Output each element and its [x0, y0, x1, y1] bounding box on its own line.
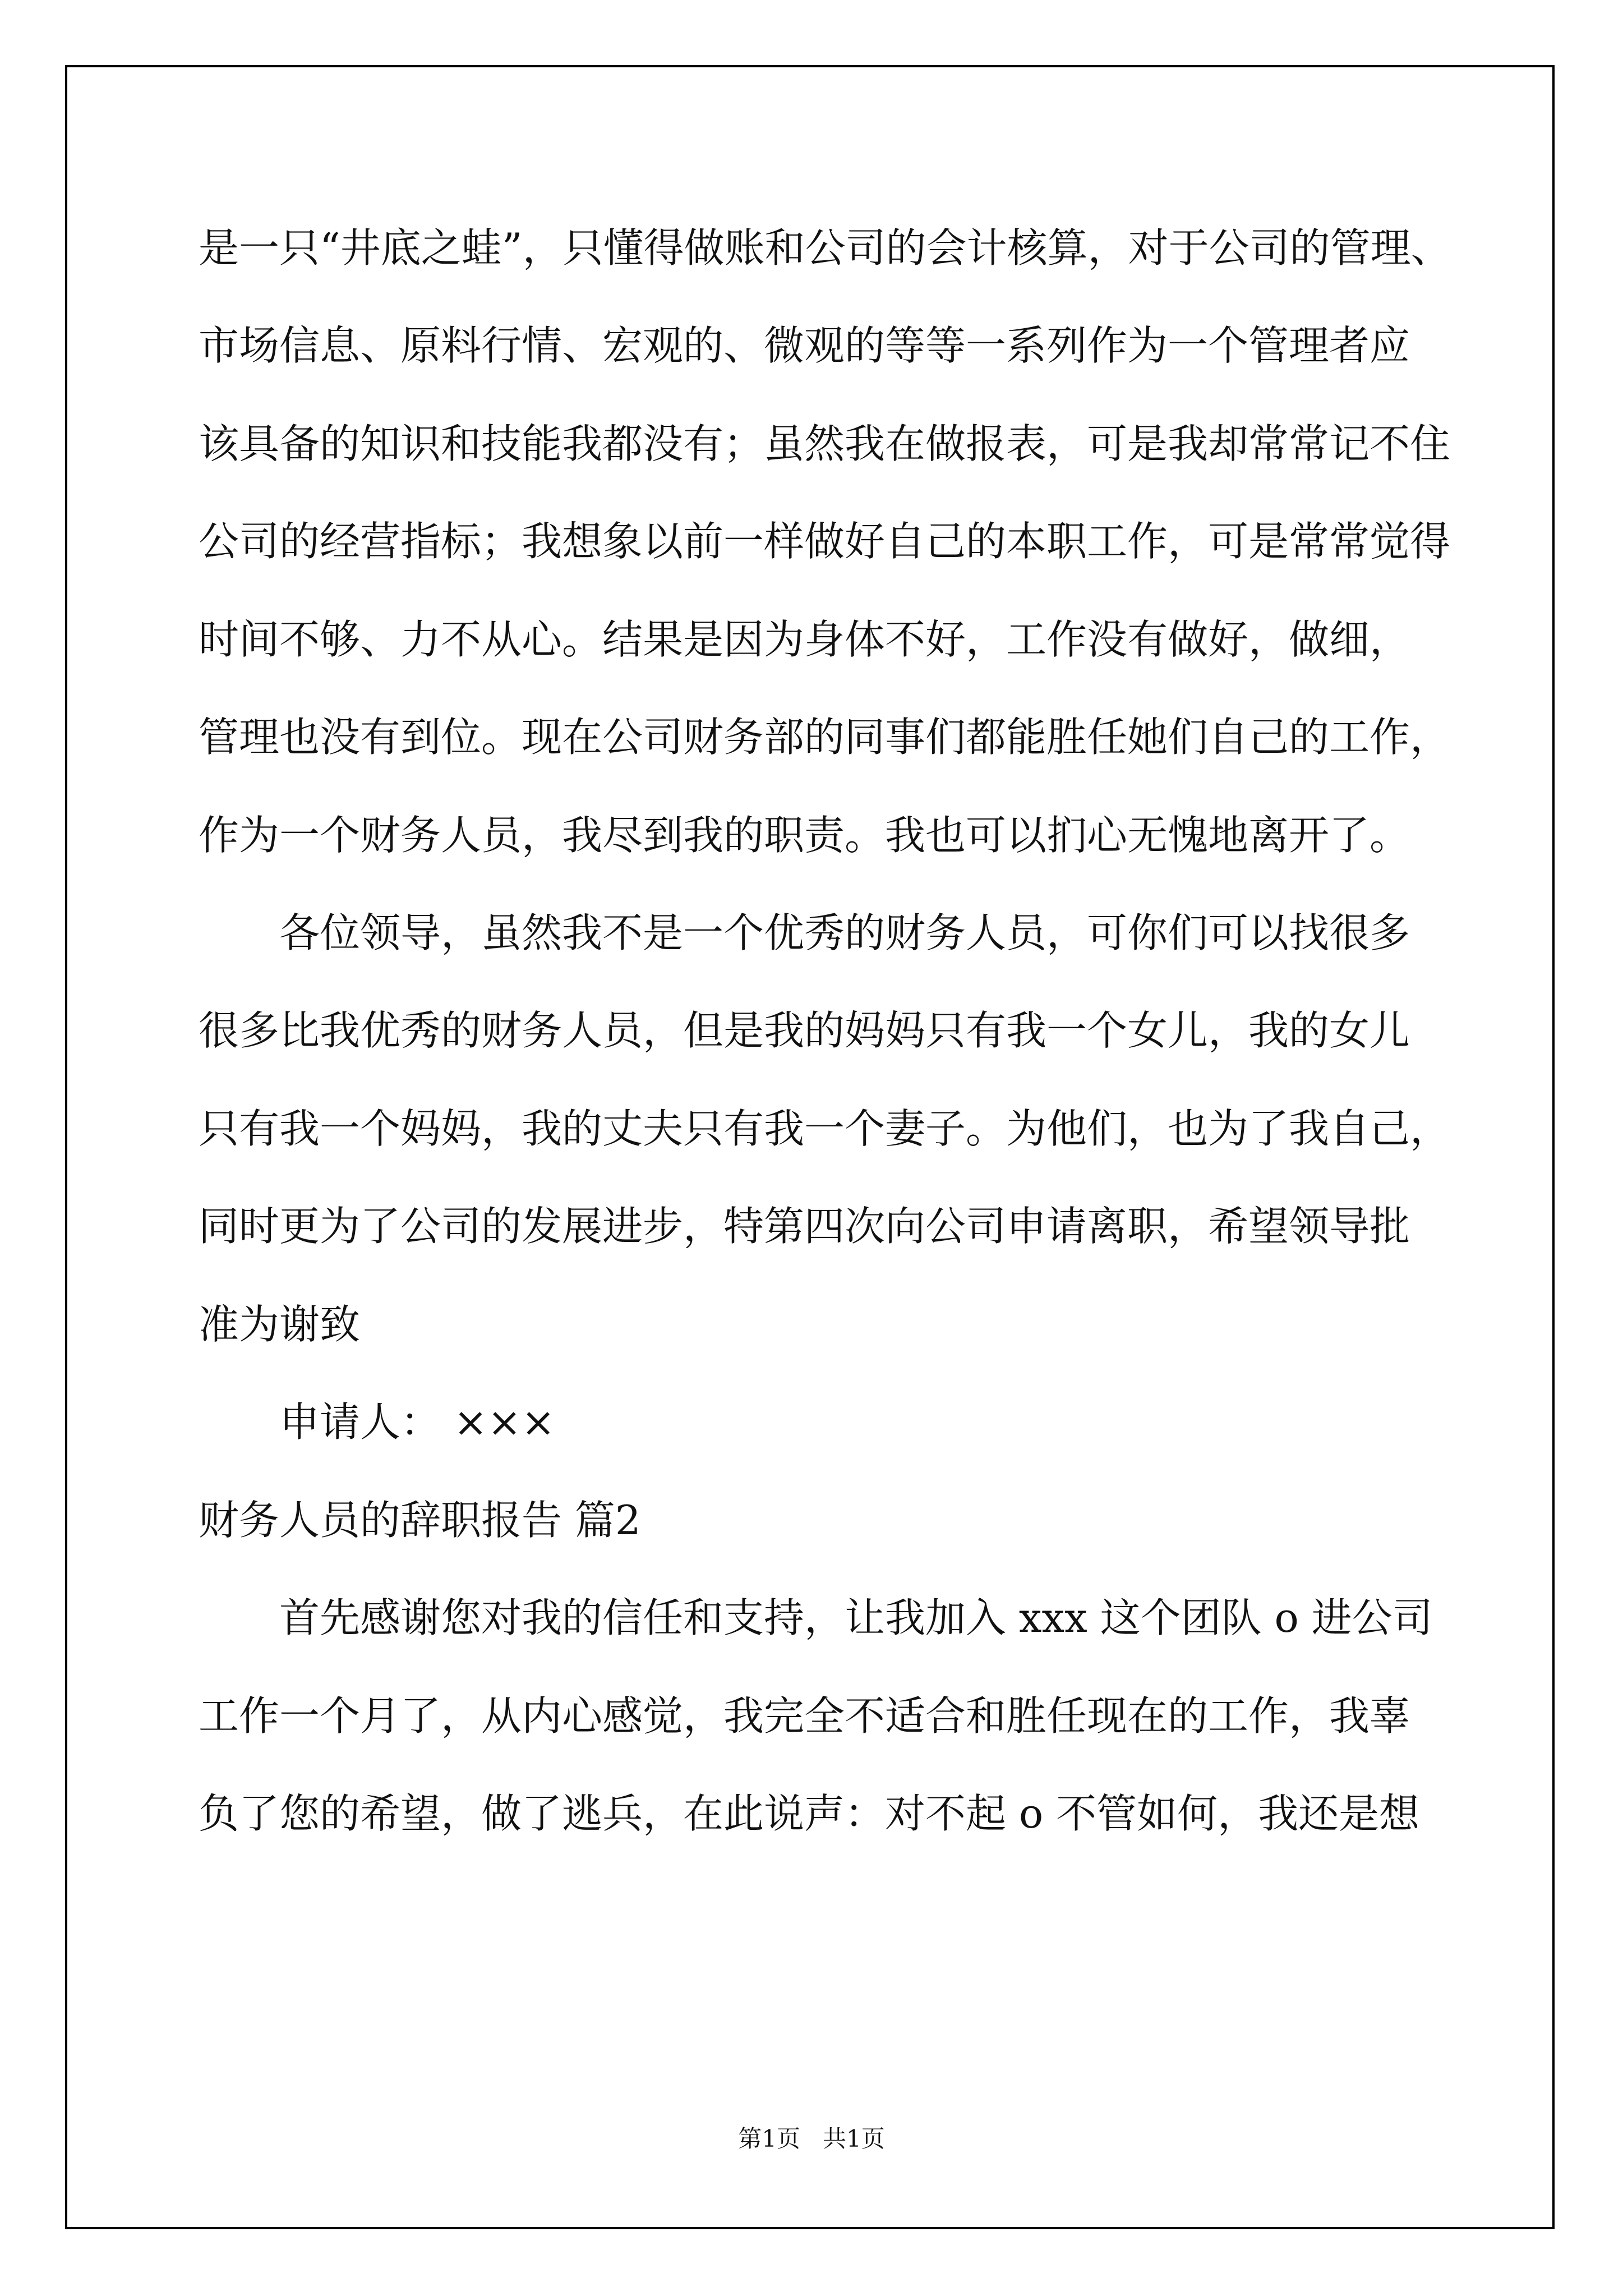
body-line-12: 准为谢致 — [199, 1301, 361, 1348]
body-line-1: 是一只“井底之蛙”，只懂得做账和公司的会计核算，对于公司的管理、 — [199, 224, 1451, 272]
body-line-3: 该具备的知识和技能我都没有；虽然我在做报表，可是我却常常记不住 — [199, 420, 1451, 467]
body-line-6: 管理也没有到位。现在公司财务部的同事们都能胜任她们自己的工作， — [199, 714, 1451, 761]
body-line-5: 时间不够、力不从心。结果是因为身体不好，工作没有做好，做细， — [199, 616, 1410, 663]
body-line-9: 很多比我优秀的财务人员，但是我的妈妈只有我一个女儿，我的女儿 — [199, 1007, 1410, 1054]
body-line-2: 市场信息、原料行情、宏观的、微观的等等一系列作为一个管理者应 — [199, 322, 1410, 369]
page-footer: 第1页 共1页 — [738, 2125, 885, 2152]
body-line-8: 各位领导，虽然我不是一个优秀的财务人员，可你们可以找很多 — [279, 909, 1410, 956]
body-line-10: 只有我一个妈妈，我的丈夫只有我一个妻子。为他们，也为了我自己， — [199, 1105, 1451, 1152]
body-line-15: 首先感谢您对我的信任和支持，让我加入 xxx 这个团队 o 进公司 — [279, 1594, 1433, 1641]
body-line-7: 作为一个财务人员，我尽到我的职责。我也可以扪心无愧地离开了。 — [199, 812, 1410, 859]
body-line-4: 公司的经营指标；我想象以前一样做好自己的本职工作，可是常常觉得 — [199, 518, 1451, 565]
body-line-16: 工作一个月了，从内心感觉，我完全不适合和胜任现在的工作，我辜 — [199, 1692, 1410, 1740]
body-line-17: 负了您的希望，做了逃兵，在此说声：对不起 o 不管如何，我还是想 — [199, 1790, 1420, 1837]
section-heading: 财务人员的辞职报告 篇2 — [199, 1497, 641, 1544]
body-line-11: 同时更为了公司的发展进步，特第四次向公司申请离职，希望领导批 — [199, 1203, 1410, 1250]
applicant-line: 申请人： ××× — [279, 1398, 555, 1446]
